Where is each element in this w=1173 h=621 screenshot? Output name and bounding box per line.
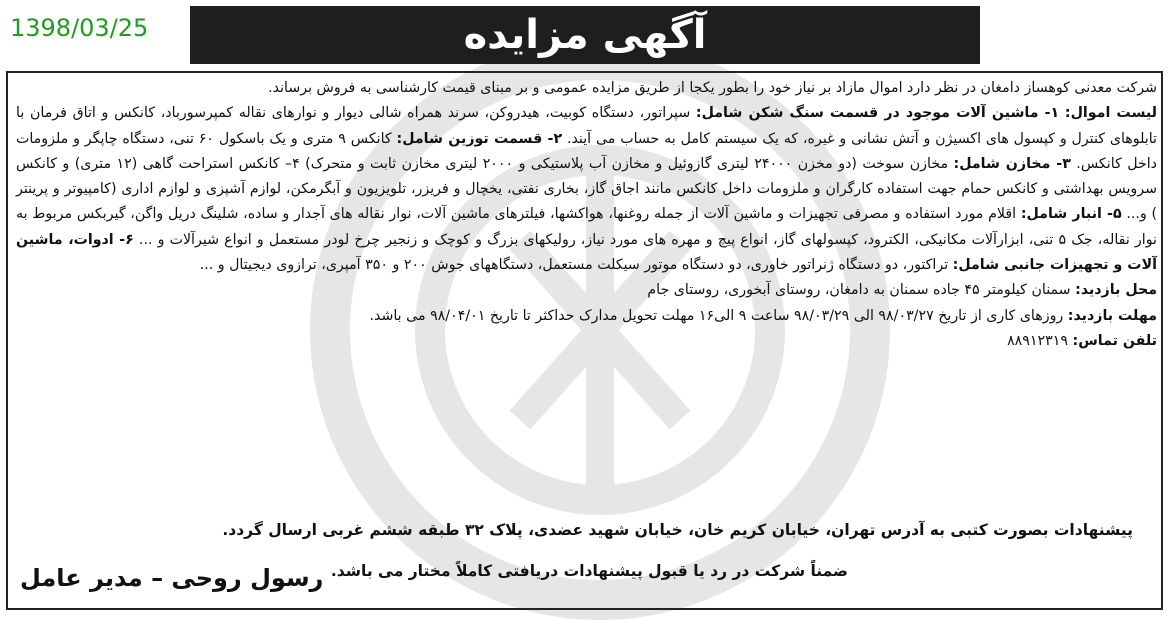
- deadline-text: روزهای کاری از تاریخ ۹۸/۰۳/۲۷ الی ۹۸/۰۳/۲۹ ساعت ۹ الی۱۶ مهلت تحویل مدارک حداکثر تا تاریخ ۹۸/۰۴/۰۱ می باشد.: [369, 307, 1068, 324]
- deadline-line: [16, 304, 1157, 329]
- reserve-note: ضمناً شرکت در رد یا قبول پیشنهادات دریافتی کاملاً مختار می باشد.: [330, 562, 848, 580]
- visit-place-label: محل بازدید:: [1075, 282, 1157, 299]
- notice-body: [16, 76, 1157, 354]
- publication-date: 1398/03/25: [10, 14, 149, 42]
- phone-line: [16, 329, 1157, 354]
- crusher-text: سپراتور، دستگاه کوبیت، هیدروکن، سرند همراه شالی دیوار و نوارهای نقاله کمپرسورباد، کانکس و اتاق فرمان با تابلوهای کنترل و کپسول های اکسیژن و آتش نشانی و غیره، که یک سیستم کامل به حساب می آیند.: [16, 105, 1158, 147]
- weighing-heading: ۲- قسمت توزین شامل:: [396, 130, 563, 147]
- tanks-heading: ۳- مخازن شامل:: [953, 155, 1071, 172]
- warehouse-heading: ۵- انبار شامل:: [1020, 206, 1122, 223]
- visit-place-line: [16, 278, 1157, 303]
- page-title: آگهی مزایده: [190, 6, 980, 64]
- weighing-text: کانکس ۹ متری و یک باسکول ۶۰ تنی، دستگاه چاپگر و ملزومات داخل کانکس.: [16, 130, 1157, 172]
- equipment-heading: ۶- ادوات، ماشین آلات و تجهیزات جانبی شامل:: [16, 231, 1157, 274]
- tanks-text: مخازن سوخت (دو مخزن ۲۴۰۰۰ لیتری گازوئیل و مخازن آب پلاستیکی و ۲۰۰۰ لیتری مخازن ثابت و متحرک) ۴– کانکس استراحت گاهی (۱۲ متری) و کانکس سرویس بهداشتی و کانکس حمام جهت استفاده کارگران و ملزومات داخل کانکس مانند اجاق گاز، بخاری نفتی، یخچال و فریزر، تلویزیون و آبگرمکن، لوازم آشپزی و لوازم اداری (کامپیوتر و پرینتر ) و...: [16, 155, 1157, 223]
- crusher-heading: ۱- ماشین آلات موجود در قسمت سنگ شکن شامل:: [695, 105, 1060, 122]
- equipment-text: تراکتور، دو دستگاه ژنراتور خاوری، دو دستگاه موتور سیکلت مستعمل، دستگاههای جوش ۲۰۰ و ۳۵۰ آمپری، ترازوی دیجیتال و ...: [199, 257, 953, 274]
- intro-paragraph: شرکت معدنی کوهساز دامغان در نظر دارد اموال مازاد بر نیاز خود را بطور یکجا از طریق مزایده عمومی و بر مبنای قیمت کارشناسی به فروش برساند.: [268, 80, 1157, 96]
- signature: رسول روحی – مدیر عامل: [20, 564, 324, 592]
- offers-note: پیشنهادات بصورت کتبی به آدرس تهران، خیابان کریم خان، خیابان شهید عضدی، پلاک ۳۲ طبقه ششم غربی ارسال گردد.: [222, 521, 1133, 539]
- deadline-label: مهلت بازدید:: [1067, 307, 1157, 324]
- assets-paragraph: [16, 101, 1157, 278]
- phone-number: ۸۸۹۱۲۳۱۹: [1007, 332, 1073, 349]
- warehouse-text: اقلام مورد استفاده و مصرفی تجهیزات و ماشین آلات از جمله روغنها، هواکشها، فیلترهای ماشین آلات، نوار نقاله های آجدار و ساده، شلینگ دریل واگن، گیربکس مربوط به نوار نقاله، جک ۵ تنی، ابزارآلات مکانیکی، الکترود، کپسولهای گاز، انواع پیچ و مهره های مورد نیاز، رولیکهای بزرگ و کوچک و زنجیر چرخ لودر مستعمل و انواع شیرآلات و ...: [16, 206, 1157, 248]
- phone-label: تلفن تماس:: [1072, 332, 1157, 349]
- visit-place-text: سمنان کیلومتر ۴۵ جاده سمنان به دامغان، روستای آبخوری، روستای جام: [647, 282, 1076, 299]
- assets-label: لیست اموال:: [1064, 105, 1158, 122]
